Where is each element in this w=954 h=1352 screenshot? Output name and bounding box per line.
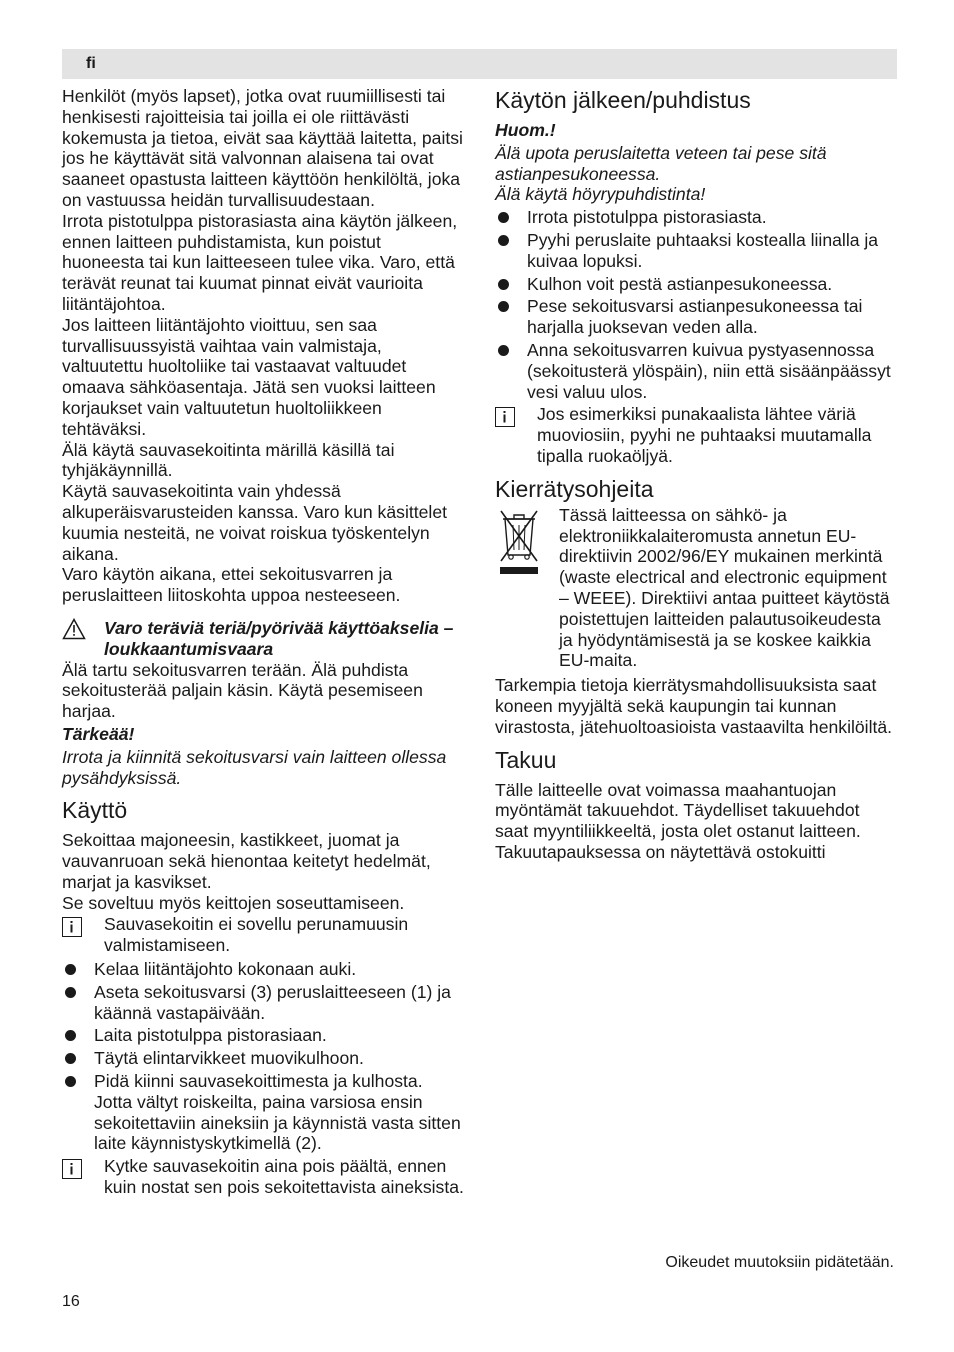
list-item: Pidä kiinni sauvasekoittimesta ja kulhosta. Jotta vältyt roiskeilta, paina varsiosa ensin sekoitettaviin aineksiin ja käynnistä vasta sitten laite käynnistyskytkimellä (2). [62,1071,464,1154]
rights-reserved-note: Oikeudet muutoksiin pidätetään. [665,1254,894,1271]
info-icon [62,1159,82,1179]
list-item: Aseta sekoitusvarsi (3) peruslaitteeseen (1) ja käännä vastapäivään. [62,982,464,1024]
caution-label: Huom.! [495,120,556,140]
safety-paragraph: Varo käytön aikana, ettei sekoitusvarren ja peruslaitteen liitoskohta uppoa nesteeseen. [62,564,401,606]
usage-note-text: Sauvasekoitin ei sovellu perunamuusin valmistamiseen. [104,914,409,956]
left-column [62,86,464,1198]
weee-text: Tässä laitteessa on sähkö- ja elektroniikkalaiteromusta annetun EU-direktiivin 2002/96/EY mukainen merkintä (waste electrical and electronic equipment – WEEE). Direktiivi antaa puitteet käytöstä poistettujen laitteiden palautusoikeudesta ja hyödyntämisestä ja se koskee kaikkia EU-maita. [559,504,890,671]
recycling-heading: Kierrätysohjeita [495,475,654,502]
caution-text-2: Älä käytä höyrypuhdistinta! [495,184,706,205]
important-label: Tärkeää! [62,723,135,744]
list-item: Pyyhi peruslaite puhtaaksi kostealla liinalla ja kuivaa lopuksi. [495,230,897,272]
cleaning-steps-list [495,207,897,402]
warning-triangle-icon [62,618,86,640]
safety-paragraph: Älä käytä sauvasekoitinta märillä käsillä tai tyhjäkäynnillä. [62,439,395,481]
usage-intro-2: Se soveltuu myös keittojen soseuttamiseen. [62,892,405,913]
list-item: Anna sekoitusvarren kuivua pystyasennossa (sekoitusterä ylöspäin), niin että sisäänpäässyt vesi valuu ulos. [495,340,897,402]
safety-paragraph: Henkilöt (myös lapset), jotka ovat ruumiillisesti tai henkisesti rajoitteisia tai joilla ei ole riittävästi kokemusta ja tietoa, eivät saa käyttää laitetta, paitsi jos he käyttävät sitä valvonnan alaisena tai ovat saaneet opastusta laitteen käyttöön henkilöltä, joka on vastuussa heidän turvallisuudestaan. [62,86,463,210]
caution-text: Älä upota peruslaitetta veteen tai pese sitä astianpesukoneessa. [495,142,827,184]
usage-steps-list [62,959,464,1154]
warranty-text: Tälle laitteelle ovat voimassa maahantuojan myöntämät takuuehdot. Täydelliset takuuehdot saat myyntiliikkeeltä, josta olet ostanut laitteen. Takuutapauksessa on näytettävä ostokuitti [495,779,861,862]
cleaning-note-text: Jos esimerkiksi punakaalista lähtee väriä muoviosiin, pyyhi ne puhtaaksi muutamalla tipalla ruokaöljyä. [537,404,872,466]
info-icon [495,407,515,427]
list-item: Täytä elintarvikkeet muovikulhoon. [62,1048,464,1069]
safety-paragraph: Käytä sauvasekoitinta vain yhdessä alkuperäisvarusteiden kanssa. Varo kun käsittelet kuumia nesteitä, ne voivat roiskua työskentelyn aikana. [62,481,447,564]
usage-intro: Sekoittaa majoneesin, kastikkeet, juomat ja vauvanruoan sekä hienontaa keitetyt hedelmät, marjat ja kasvikset. [62,830,431,892]
blade-warning [62,618,464,660]
list-item: Laita pistotulppa pistorasiaan. [62,1025,464,1046]
list-item: Irrota pistotulppa pistorasiasta. [495,207,897,228]
safety-paragraph: Jos laitteen liitäntäjohto vioittuu, sen saa turvallisuussyistä vaihtaa vain valmistaja, valtuutettu huoltoliike tai vastaavat valtuudet omaava sähköasentaja. Jätä sen vuoksi laitteen korjaukset vain valtuutetun huoltoliikkeen tehtäväksi. [62,314,436,439]
important-text: Irrota ja kiinnitä sekoitusvarsi vain laitteen ollessa pysähdyksissä. [62,746,447,788]
recycling-text: Tarkempia tietoja kierrätysmahdollisuuksista saat koneen myyjältä sekä kaupungin tai kunnan virastosta, jätehuoltoasioista vastaavilta henkilöiltä. [495,675,893,737]
usage-note [62,914,464,956]
language-code: fi [86,55,96,72]
info-icon [62,917,82,937]
list-item: Kelaa liitäntäjohto kokonaan auki. [62,959,464,980]
warning-title: Varo teräviä teriä/pyörivää käyttöakselia – loukkaantumisvaara [104,617,454,659]
right-column [495,86,897,863]
list-item: Pese sekoitusvarsi astianpesukoneessa tai harjalla juoksevan veden alla. [495,296,897,338]
list-item: Kulhon voit pestä astianpesukoneessa. [495,274,897,295]
warning-text: Älä tartu sekoitusvarren terään. Älä puhdista sekoitusterää paljain käsin. Käytä pesemiseen harjaa. [62,659,423,722]
weee-block [495,505,897,671]
usage-note-2 [62,1156,464,1198]
language-bar [62,49,897,79]
safety-paragraph: Irrota pistotulppa pistorasiasta aina käytön jälkeen, ennen laitteen puhdistamista, kun poistut huoneesta tai kun laitteeseen tulee vika. Varo, että terävät reunat tai kuumat pinnat eivät vaurioita liitäntäjohtoa. [62,210,458,314]
page-number: 16 [62,1293,80,1310]
weee-crossed-bin-icon [497,507,541,575]
warranty-heading: Takuu [495,746,557,773]
cleaning-heading: Käytön jälkeen/puhdistus [495,87,751,113]
usage-heading: Käyttö [62,797,128,824]
cleaning-note [495,404,897,466]
usage-note-2-text: Kytke sauvasekoitin aina pois päältä, ennen kuin nostat sen pois sekoitettavista aineksista. [104,1156,464,1198]
